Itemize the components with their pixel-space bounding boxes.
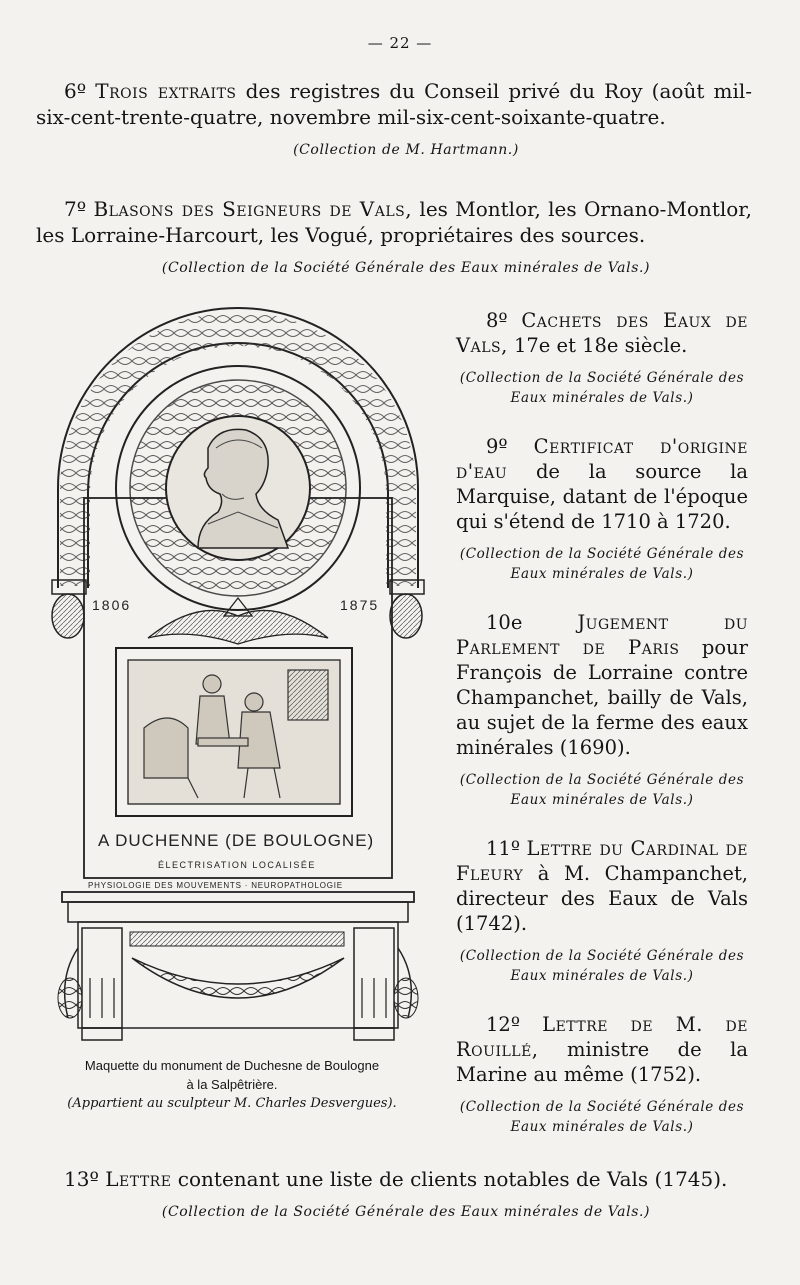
entry-12 bbox=[456, 1012, 748, 1087]
collection-note: (Collection de la Société Générale des Eaux minérales de Vals.) bbox=[459, 948, 745, 984]
entry-heading: Jugement du Parlement de Paris bbox=[456, 611, 749, 659]
entry-number: 8º bbox=[486, 309, 508, 332]
entry-7 bbox=[36, 196, 752, 248]
entry-heading: Trois extraits bbox=[95, 79, 237, 103]
entry-number: 12º bbox=[486, 1013, 520, 1036]
inscription-name: A DUCHENNE (DE BOULOGNE) bbox=[98, 831, 375, 850]
figure-caption bbox=[52, 1056, 412, 1113]
entry-heading: Lettre bbox=[105, 1167, 172, 1191]
entry-heading: Certificat d'origine d'eau bbox=[456, 435, 748, 483]
entry-6 bbox=[36, 78, 752, 130]
caption-title: Maquette du monument de Duchesne de Boulogne bbox=[84, 1058, 380, 1073]
entry-text: 17e et 18e siècle. bbox=[513, 334, 688, 357]
birth-year: 1806 bbox=[92, 597, 132, 613]
entry-number: 10e bbox=[486, 611, 523, 634]
entry-11 bbox=[456, 836, 748, 936]
entry-heading: Cachets des Eaux de Vals, bbox=[456, 309, 748, 357]
entry-13 bbox=[36, 1166, 752, 1192]
entry-text: des registres du Conseil privé du Roy (août mil-six-cent-trente-quatre, novembre mil-six-cent-soixante-quatre. bbox=[36, 79, 753, 129]
entry-text: les Montlor, les Ornano-Montlor, les Lorraine-Harcourt, les Vogué, propriétaires des sources. bbox=[36, 197, 753, 247]
entry-heading: Blasons des Seigneurs de Vals, bbox=[93, 197, 413, 221]
caption-location: à la Salpêtrière. bbox=[186, 1077, 278, 1092]
entry-text: pour François de Lorraine contre Champanchet, bailly de Vals, au sujet de la ferme des eaux minérales (1690). bbox=[456, 636, 748, 759]
entry-heading: Lettre du Cardinal de Fleury bbox=[456, 837, 748, 885]
monument-illustration bbox=[48, 298, 428, 1046]
caption-credit: (Appartient au sculpteur M. Charles Desvergues). bbox=[67, 1096, 397, 1111]
entry-number: 9º bbox=[486, 435, 508, 458]
entry-9 bbox=[456, 434, 748, 534]
entry-number: 7º bbox=[64, 197, 87, 221]
page-number: — 22 — bbox=[367, 34, 433, 52]
collection-note: (Collection de la Société Générale des Eaux minérales de Vals.) bbox=[161, 1204, 651, 1220]
entry-text: contenant une liste de clients notables de Vals (1745). bbox=[177, 1167, 728, 1191]
entry-text: à M. Champanchet, directeur des Eaux de Vals (1742). bbox=[456, 862, 748, 935]
entry-8 bbox=[456, 308, 748, 358]
collection-note: (Collection de la Société Générale des Eaux minérales de Vals.) bbox=[161, 260, 651, 276]
entry-number: 11º bbox=[486, 837, 520, 860]
entry-text: de la source la Marquise, datant de l'époque qui s'étend de 1710 à 1720. bbox=[456, 460, 748, 533]
collection-note: (Collection de la Société Générale des Eaux minérales de Vals.) bbox=[459, 1099, 745, 1135]
inscription-subtitle: ÉLECTRISATION LOCALISÉE bbox=[158, 860, 316, 870]
entry-heading: Lettre de M. de Rouillé, bbox=[456, 1013, 749, 1061]
collection-note: (Collection de la Société Générale des Eaux minérales de Vals.) bbox=[459, 546, 745, 582]
collection-note: (Collection de la Société Générale des Eaux minérales de Vals.) bbox=[459, 370, 745, 406]
right-column bbox=[456, 308, 748, 1137]
entry-10 bbox=[456, 610, 748, 760]
collection-note: (Collection de la Société Générale des Eaux minérales de Vals.) bbox=[459, 772, 745, 808]
entry-number: 6º bbox=[64, 79, 87, 103]
entry-text: ministre de la Marine au même (1752). bbox=[456, 1038, 749, 1086]
entry-number: 13º bbox=[64, 1167, 99, 1191]
inscription-fields: PHYSIOLOGIE DES MOUVEMENTS · NEUROPATHOLOGIE bbox=[88, 881, 343, 890]
collection-note: (Collection de M. Hartmann.) bbox=[293, 142, 519, 158]
death-year: 1875 bbox=[340, 597, 380, 613]
monument-drawing bbox=[48, 298, 428, 1046]
